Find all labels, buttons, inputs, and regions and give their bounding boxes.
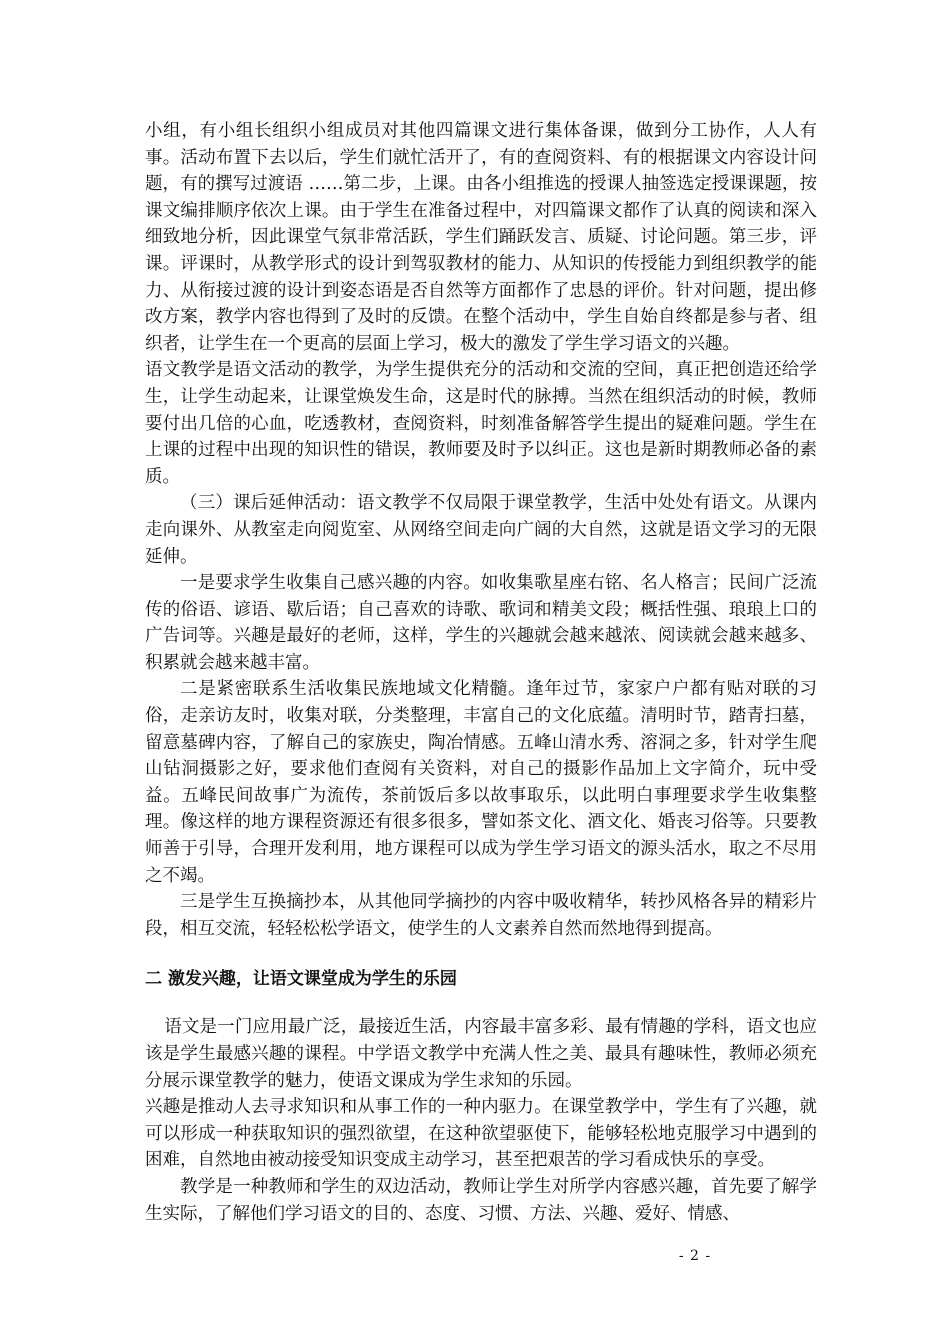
paragraph-first-point: 一是要求学生收集自己感兴趣的内容。如收集歌星座右铭、名人格言；民间广泛流传的俗语、谚语、歇后语；自己喜欢的诗歌、歌词和精美文段；概括性强、琅琅上口的广告词等。兴趣是最好的老师，这样，学生的兴趣就会越来越浓、阅读就会越来越多、积累就会越来越丰富。: [145, 573, 817, 673]
paragraph-after-class-extension: （三）课后延伸活动：语文教学不仅局限于课堂教学，生活中处处有语文。从课内走向课外、从教室走向阅览室、从网络空间走向广阔的大自然，这就是语文学习的无限延伸。: [145, 493, 817, 567]
paragraph-interest-drive: 兴趣是推动人去寻求知识和从事工作的一种内驱力。在课堂教学中，学生有了兴趣，就可以形成一种获取知识的强烈欲望，在这种欲望驱使下，能够轻松地克服学习中遇到的困难，自然地由被动接受知识变成主动学习，甚至把艰苦的学习看成快乐的享受。: [145, 1097, 817, 1171]
paragraph-activity-teaching: 语文教学是语文活动的教学，为学生提供充分的活动和交流的空间，真正把创造还给学生，让学生动起来，让课堂焕发生命，这是时代的脉搏。当然在组织活动的时候，教师要付出几倍的心血，吃透教材，查阅资料，时刻准备解答学生提出的疑难问题。学生在上课的过程中出现的知识性的错误，教师要及时予以纠正。这也是新时期教师必备的素质。: [145, 360, 817, 487]
paragraph-teaching-bilateral: 教学是一种教师和学生的双边活动，教师让学生对所学内容感兴趣，首先要了解学生实际，了解他们学习语文的目的、态度、习惯、方法、兴趣、爱好、情感、: [145, 1176, 817, 1224]
page-body: [145, 118, 817, 1227]
paragraph-second-point: 二是紧密联系生活收集民族地域文化精髓。逢年过节，家家户户都有贴对联的习俗，走亲访友时，收集对联，分类整理，丰富自己的文化底蕴。清明时节，踏青扫墓，留意墓碑内容，了解自己的家族史，陶冶情感。五峰山清水秀、溶洞之多，针对学生爬山钻洞摄影之好，要求他们查阅有关资料，对自己的摄影作品加上文字简介，玩中受益。五峰民间故事广为流传，茶前饭后多以故事取乐，以此明白事理要求学生收集整理。像这样的地方课程资源还有很多很多，譬如茶文化、酒文化、婚丧习俗等。只要教师善于引导，合理开发利用，地方课程可以成为学生学习语文的源头活水，取之不尽用之不竭。: [145, 679, 817, 886]
paragraph-third-point: 三是学生互换摘抄本，从其他同学摘抄的内容中吸收精华，转抄风格各异的精彩片段，相互交流，轻轻松松学语文，使学生的人文素养自然而然地得到提高。: [145, 892, 817, 939]
section-heading: 二 激发兴趣，让语文课堂成为学生的乐园: [145, 969, 457, 990]
page-number: - 2 -: [678, 1248, 712, 1264]
paragraph-continuation: 小组，有小组长组织小组成员对其他四篇课文进行集体备课，做到分工协作，人人有事。活动布置下去以后，学生们就忙活开了，有的查阅资料、有的根据课文内容设计问题，有的撰写过渡语 ……第二步，上课。由各小组推选的授课人抽签选定授课课题，按课文编排顺序依次上课。由于学生在准备过程中，对四篇课文都作了认真的阅读和深入细致地分析，因此课堂气氛非常活跃，学生们踊跃发言、质疑、讨论问题。第三步，评课。评课时，从教学形式的设计到驾驭教材的能力、从知识的传授能力到组织教学的能力、从衔接过渡的设计到姿态语是否自然等方面都作了忠恳的评价。针对问题，提出修改方案，教学内容也得到了及时的反馈。在整个活动中，学生自始自终都是参与者、组织者，让学生在一个更高的层面上学习，极大的激发了学生学习语文的兴趣。: [145, 121, 817, 354]
paragraph-chinese-subject: 语文是一门应用最广泛，最接近生活，内容最丰富多彩、最有情趣的学科，语文也应该是学生最感兴趣的课程。中学语文教学中充满人性之美、最具有趣味性，教师必须充分展示课堂教学的魅力，使语文课成为学生求知的乐园。: [145, 1017, 817, 1091]
